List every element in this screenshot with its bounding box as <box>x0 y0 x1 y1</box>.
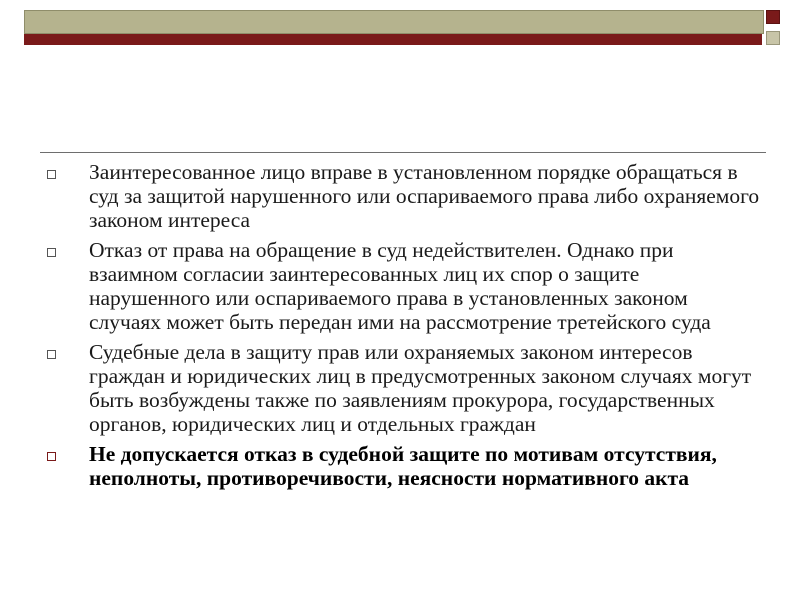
square-bullet-icon <box>47 170 56 179</box>
bullet-item-4 <box>40 442 760 490</box>
corner-square-red <box>766 10 780 24</box>
square-bullet-icon <box>47 248 56 257</box>
bullet-text-1: Заинтересованное лицо вправе в установленном порядке обращаться в суд за защитой нарушенного или оспариваемого права либо охраняемого законом интереса <box>89 160 760 232</box>
bullet-list <box>40 160 760 496</box>
header-bar-olive <box>24 10 764 34</box>
bullet-text-3: Судебные дела в защиту прав или охраняемых законом интересов граждан и юридических лиц в предусмотренных законом случаях могут быть возбуждены также по заявлениям прокурора, государственных органов, юридических лиц и отдельных граждан <box>89 340 752 436</box>
bullet-text-2: Отказ от права на обращение в суд недействителен. Однако при взаимном согласии заинтересованных лиц их спор о защите нарушенного или оспариваемого права в установленных законом случаях может быть передан ими на рассмотрение третейского суда <box>89 238 711 334</box>
bullet-item-3 <box>40 340 760 436</box>
header-bar-maroon <box>24 34 762 45</box>
bullet-text-4: Не допускается отказ в судебной защите по мотивам отсутствия, неполноты, противоречивости, неясности нормативного акта <box>89 442 717 490</box>
bullet-item-2 <box>40 238 760 334</box>
title-divider <box>40 152 766 153</box>
bullet-item-1 <box>40 160 760 232</box>
square-bullet-icon <box>47 452 56 461</box>
square-bullet-icon <box>47 350 56 359</box>
corner-square-gray <box>766 31 780 45</box>
